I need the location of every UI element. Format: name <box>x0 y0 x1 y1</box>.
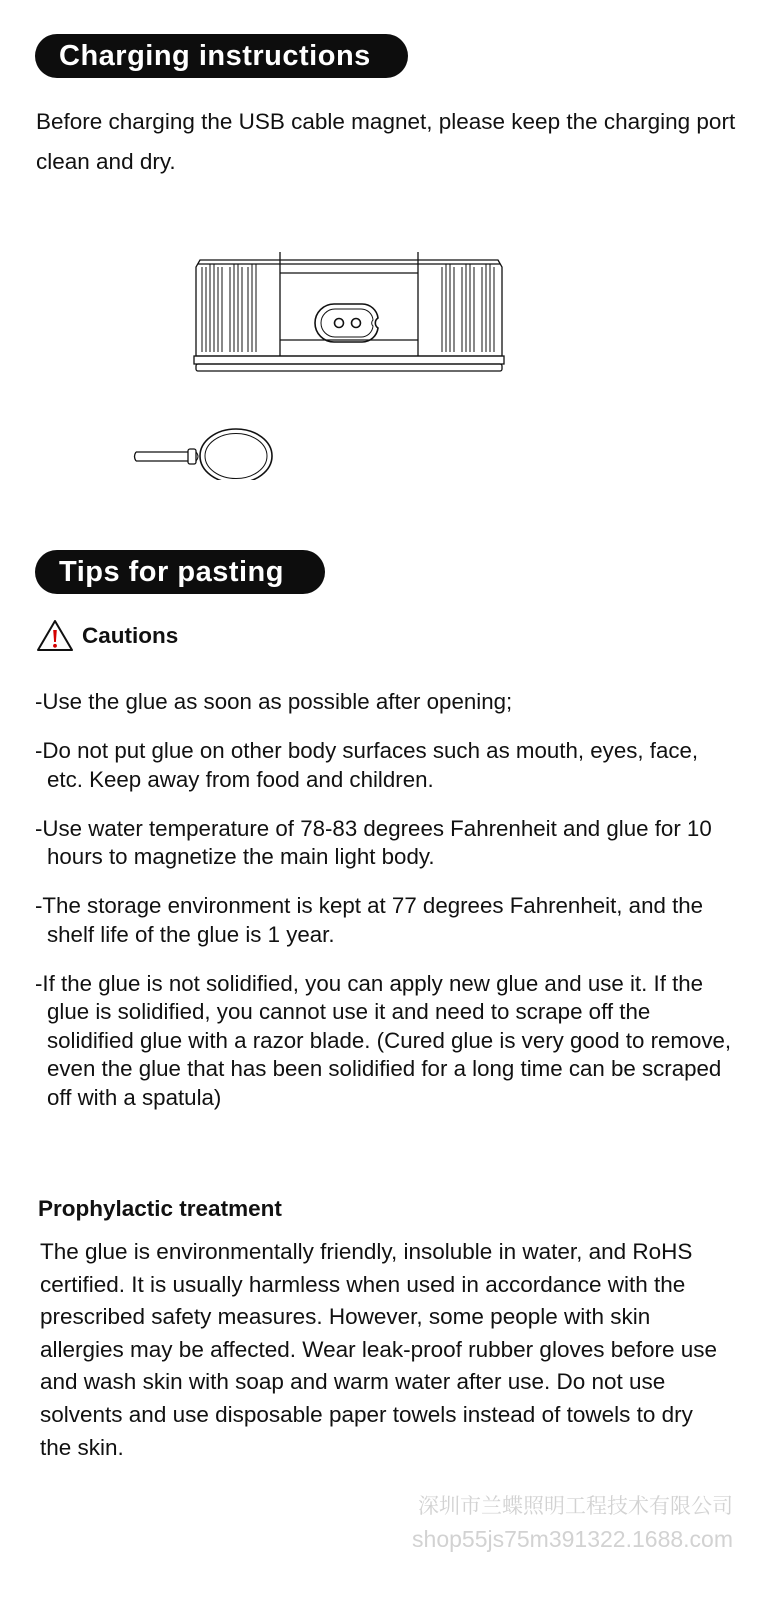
section-header-charging: Charging instructions <box>35 34 408 78</box>
cautions-heading <box>36 618 178 654</box>
caution-item: -Use the glue as soon as possible after opening; <box>35 689 513 714</box>
cautions-list <box>35 688 735 1133</box>
watermark-company: 深圳市兰蝶照明工程技术有限公司 <box>418 1495 733 1518</box>
charging-port-icon <box>315 304 378 342</box>
usb-magnet-cable-drawing <box>135 429 273 480</box>
caution-item: -Use water temperature of 78-83 degrees Fahrenheit and glue for 10 hours to magnetize the main light body. <box>35 815 712 869</box>
caution-item: -The storage environment is kept at 77 degrees Fahrenheit, and the shelf life of the glue is 1 year. <box>35 893 704 947</box>
section-header-tips: Tips for pasting <box>35 550 325 594</box>
warning-triangle-icon <box>36 619 74 653</box>
prophylactic-title: Prophylactic treatment <box>38 1196 282 1221</box>
light-body-drawing <box>194 252 504 371</box>
cautions-title: Cautions <box>82 623 179 648</box>
watermark-shop-url: shop55js75m391322.1688.com <box>412 1526 733 1552</box>
charging-intro-text: Before charging the USB cable magnet, please keep the charging port clean and dry. <box>36 109 736 174</box>
charging-port-illustration <box>130 240 520 480</box>
caution-item: -Do not put glue on other body surfaces such as mouth, eyes, face, etc. Keep away from food and children. <box>35 738 699 792</box>
caution-item: -If the glue is not solidified, you can apply new glue and use it. If the glue is solidified, you cannot use it and need to scrape off the solidified glue with a razor blade. (Cured glue is very good to remove, even the glue that has been solidified for a long time can be scraped off with a spatula) <box>35 970 732 1110</box>
prophylactic-body: The glue is environmentally friendly, insoluble in water, and RoHS certified. It is usually harmless when used in accordance with the prescribed safety measures. However, some people with skin allergies may be affected. Wear leak-proof rubber gloves before use and wash skin with soap and warm water after use. Do not use solvents and use disposable paper towels instead of towels to dry the skin. <box>40 1239 718 1460</box>
